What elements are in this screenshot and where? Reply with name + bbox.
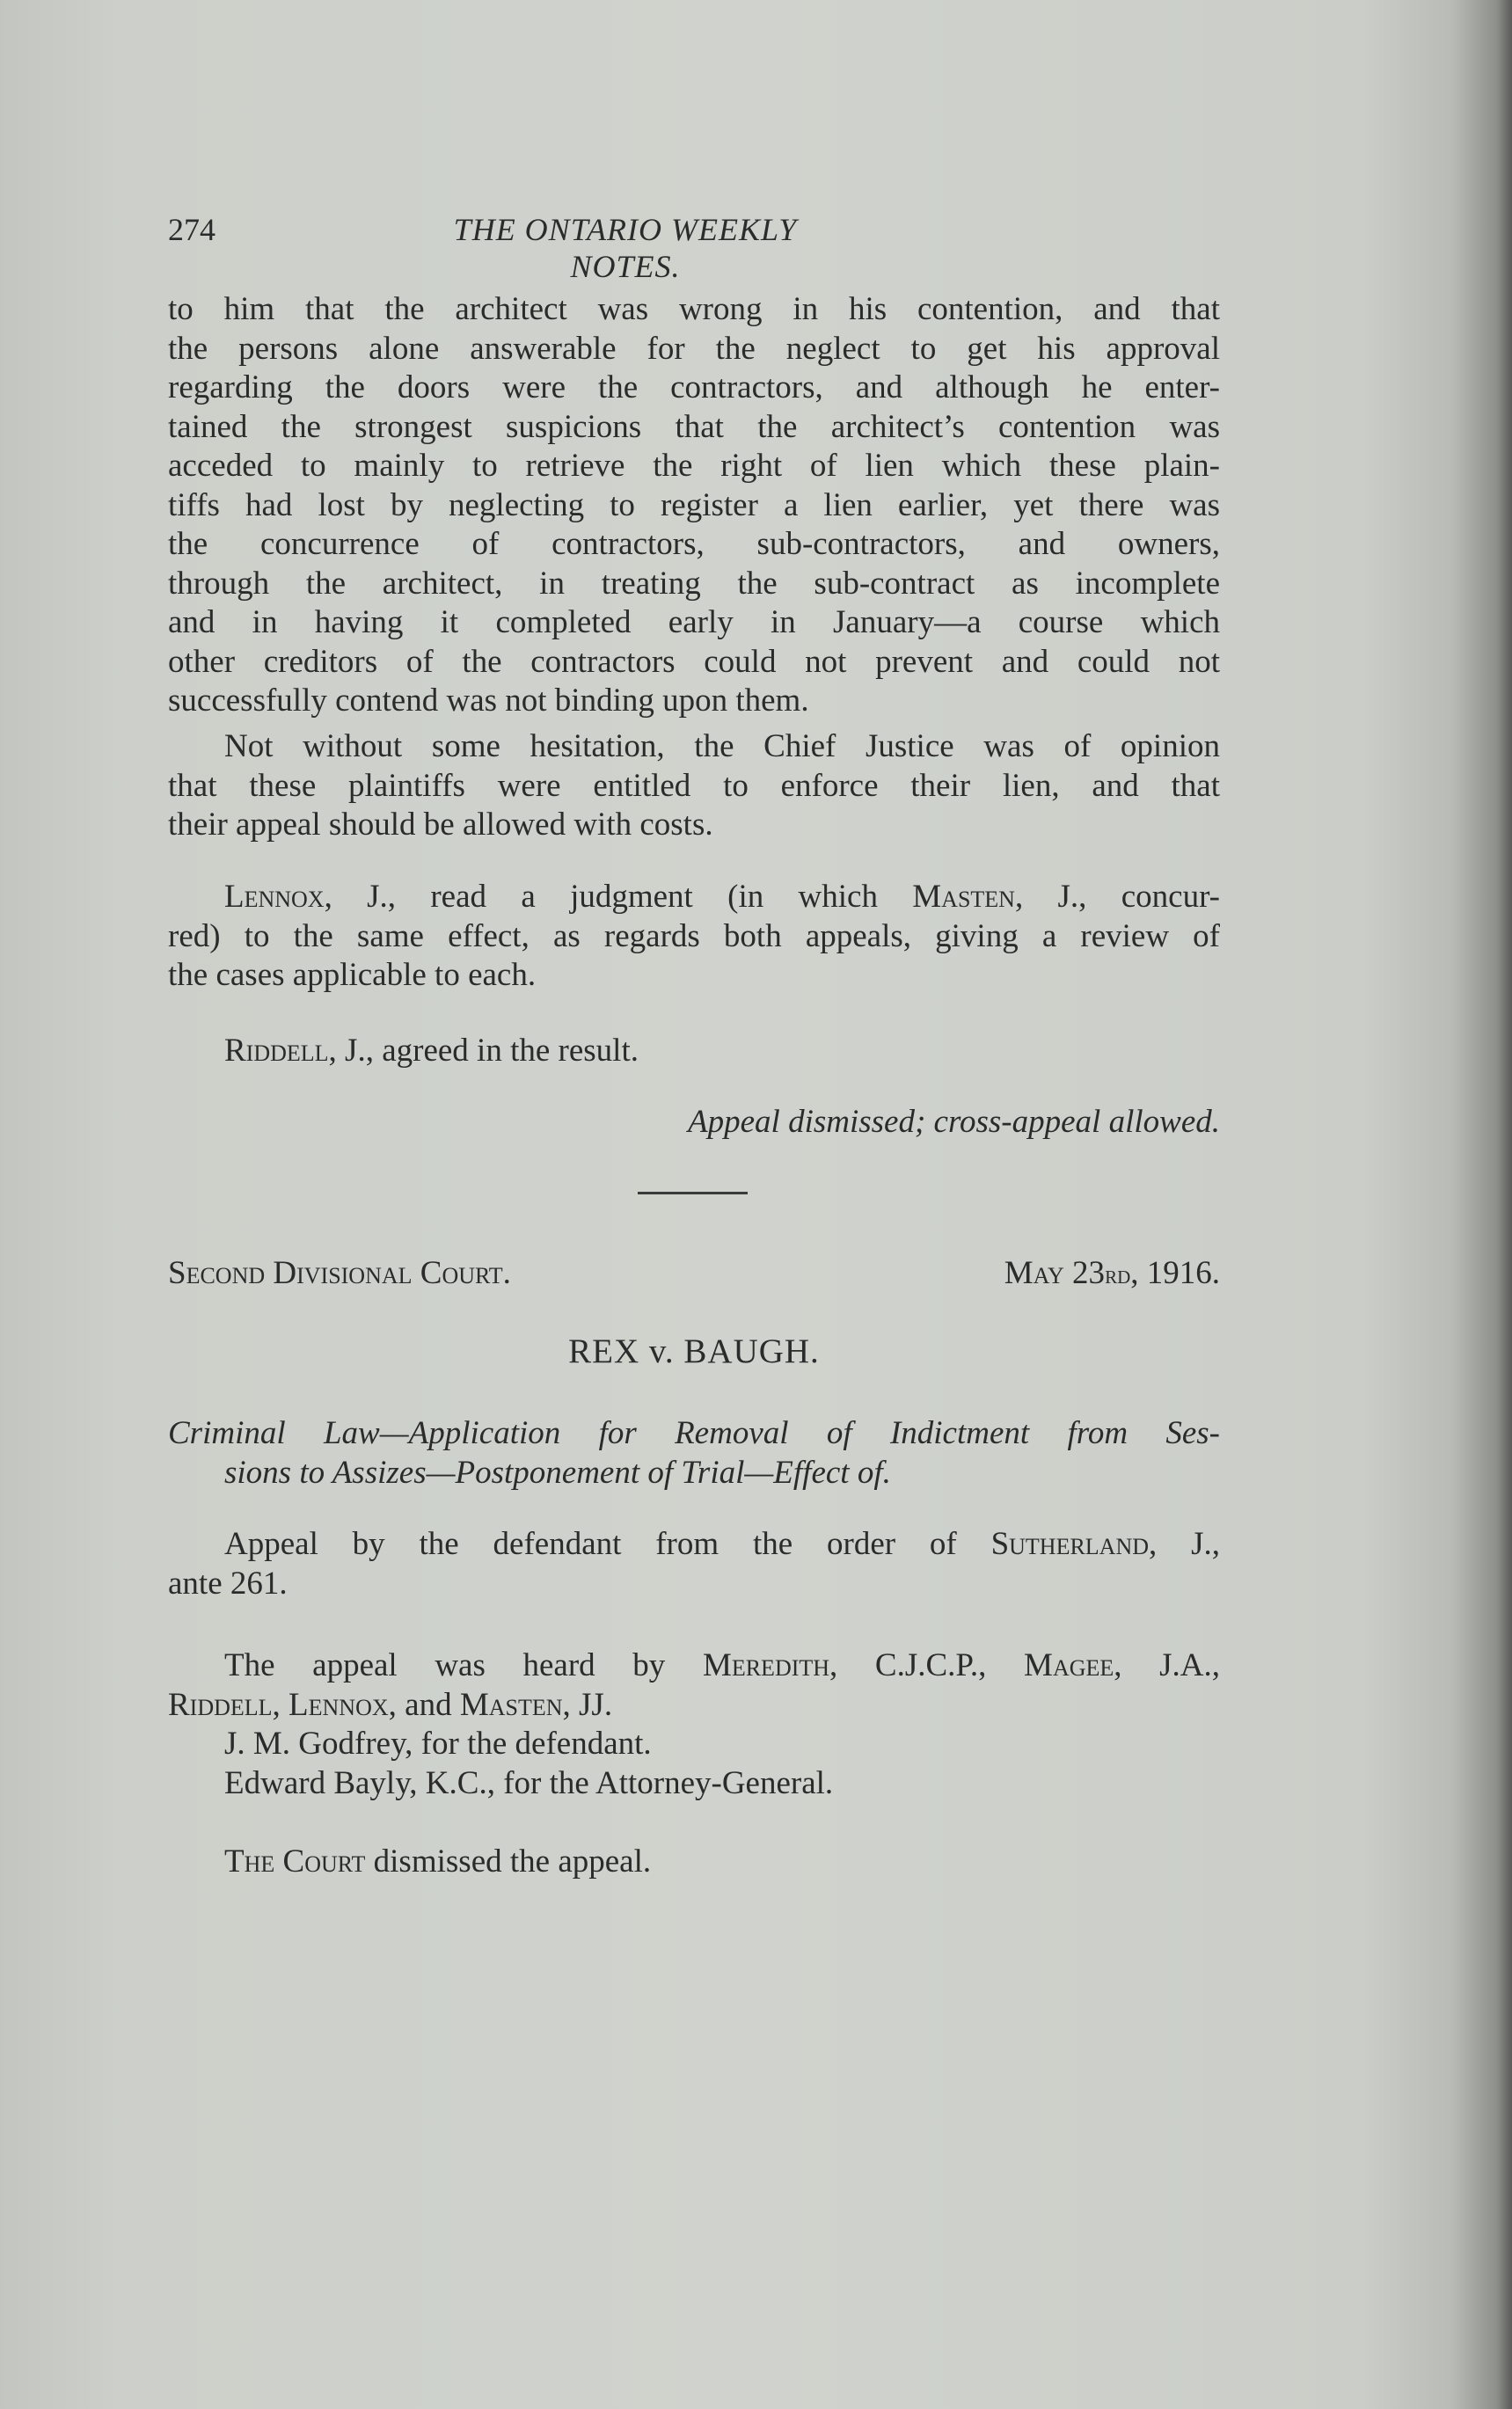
catchwords xyxy=(168,1414,1220,1493)
text-run: , J., concur- xyxy=(1014,879,1220,915)
page-number: 274 xyxy=(168,212,215,247)
text-run: dismissed the appeal. xyxy=(365,1843,652,1880)
paragraph-lennox-judgment xyxy=(168,878,1220,996)
text-line xyxy=(168,1646,1220,1686)
text-line: Not without some hesitation, the Chief Justice was of opinion xyxy=(224,728,1220,764)
text-run: , J., agreed in the result. xyxy=(328,1033,639,1069)
text-run: , JJ. xyxy=(562,1686,613,1723)
decision-date xyxy=(1004,1254,1220,1292)
catchwords-line: sions to Assizes—Postponement of Trial—Effect of. xyxy=(224,1454,891,1491)
judge-name: Riddell xyxy=(168,1686,273,1723)
text-line: tiffs had lost by neglecting to register a lien earlier, yet there was xyxy=(168,486,1220,523)
text-line: the cases applicable to each. xyxy=(168,957,537,993)
text-line: that these plaintiffs were entitled to enforce their lien, and that xyxy=(168,767,1220,804)
text-line xyxy=(168,1843,1220,1882)
paragraph-chief-justice-opinion xyxy=(168,727,1220,845)
catchwords-line: Criminal Law—Application for Removal of Indictment from Ses- xyxy=(168,1415,1220,1451)
judge-name: Lennox xyxy=(289,1686,389,1723)
text-line: to him that the architect was wrong in his contention, and that xyxy=(168,291,1220,327)
text-line: tained the strongest suspicions that the architect’s contention was xyxy=(168,408,1220,445)
text-line xyxy=(168,1686,1220,1726)
case-title: REX v. BAUGH. xyxy=(568,1332,820,1370)
paragraph-continuation xyxy=(168,290,1220,721)
text-line: the persons alone answerable for the neglect to get his approval xyxy=(168,330,1220,367)
section-divider xyxy=(638,1192,748,1194)
text-run: Appeal by the defendant from the order of xyxy=(224,1526,991,1562)
paragraph-hearing xyxy=(168,1646,1220,1803)
paragraph-appeal xyxy=(168,1525,1220,1603)
court-name: Second Divisional Court. xyxy=(168,1255,511,1291)
text-run: The appeal was heard by xyxy=(224,1647,703,1683)
text-line xyxy=(168,878,1220,917)
judge-name: Sutherland xyxy=(990,1526,1150,1562)
paragraph-result xyxy=(168,1843,1220,1882)
text-line xyxy=(168,1525,1220,1565)
date-ordinal: rd xyxy=(1105,1260,1131,1289)
text-line: their appeal should be allowed with costs. xyxy=(168,807,713,843)
text-run: , and xyxy=(388,1686,460,1723)
text-line: acceded to mainly to retrieve the right of lien which these plain- xyxy=(168,448,1220,484)
text-run: , xyxy=(272,1686,289,1723)
text-run: , C.J.C.P., xyxy=(829,1647,1025,1683)
text-line xyxy=(168,1032,1220,1071)
text-run: , J., read a judgment (in which xyxy=(324,879,913,915)
counsel-line: J. M. Godfrey, for the defendant. xyxy=(224,1726,652,1762)
text-run: , J., xyxy=(1149,1526,1220,1562)
running-head xyxy=(168,211,1220,284)
court-reference: The Court xyxy=(224,1843,366,1880)
date-year: , 1916. xyxy=(1130,1255,1220,1291)
judge-name: Meredith xyxy=(702,1647,830,1683)
text-line: successfully contend was not binding upon them. xyxy=(168,683,809,719)
text-line: and in having it completed early in January—a course which xyxy=(168,604,1220,640)
text-line: regarding the doors were the contractors, and although he enter- xyxy=(168,369,1220,405)
court-line xyxy=(168,1254,1220,1298)
text-line: the concurrence of contractors, sub-contractors, and owners, xyxy=(168,526,1220,562)
text-line: red) to the same effect, as regards both appeals, giving a review of xyxy=(168,917,1220,954)
paragraph-riddell xyxy=(168,1032,1220,1071)
journal-title: THE ONTARIO WEEKLY NOTES. xyxy=(453,212,798,284)
judge-name: Lennox xyxy=(224,879,325,915)
disposition: Appeal dismissed; cross-appeal allowed. xyxy=(688,1104,1220,1140)
counsel-line: Edward Bayly, K.C., for the Attorney-General. xyxy=(224,1764,834,1801)
judge-name: Masten xyxy=(912,879,1015,915)
text-line: other creditors of the contractors could not prevent and could not xyxy=(168,643,1220,680)
judge-name: Riddell xyxy=(224,1033,329,1069)
date-month-day: May 23 xyxy=(1004,1255,1106,1291)
text-line: ante 261. xyxy=(168,1565,288,1602)
judge-name: Masten xyxy=(459,1686,563,1723)
text-line: through the architect, in treating the sub-contract as incomplete xyxy=(168,565,1220,602)
text-run: , J.A., xyxy=(1114,1647,1221,1683)
judge-name: Magee xyxy=(1024,1647,1114,1683)
